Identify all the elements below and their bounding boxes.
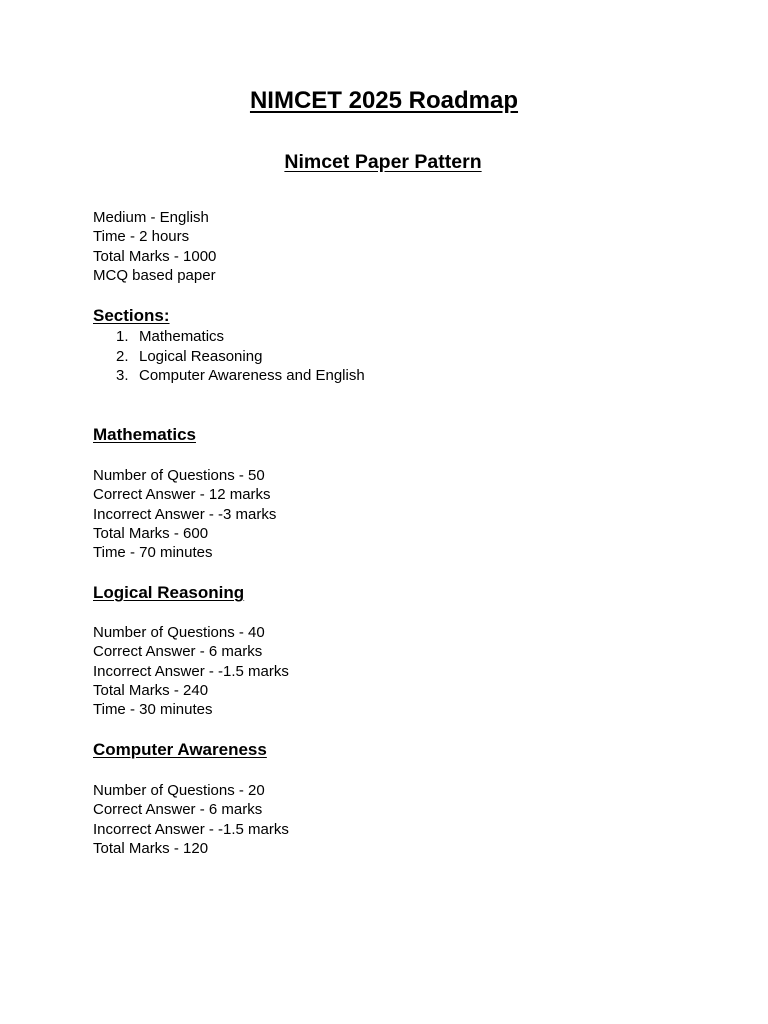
sections-heading: Sections:	[93, 306, 170, 325]
detail-line: Correct Answer - 12 marks	[93, 486, 271, 504]
logical-reasoning-block	[93, 623, 289, 719]
computer-awareness-block	[93, 781, 289, 858]
logical-reasoning-heading: Logical Reasoning	[93, 583, 245, 602]
overview-line: Time - 2 hours	[93, 228, 190, 246]
list-item-label: Computer Awareness and English	[139, 367, 365, 385]
document-title: NIMCET 2025 Roadmap	[249, 87, 519, 114]
detail-line: Total Marks - 240	[93, 681, 209, 699]
overview-line: Medium - English	[93, 209, 209, 226]
document-subtitle: Nimcet Paper Pattern	[284, 151, 482, 173]
detail-line: Incorrect Answer - -3 marks	[93, 505, 277, 523]
mathematics-heading: Mathematics	[93, 425, 196, 444]
detail-line: Incorrect Answer - -1.5 marks	[93, 662, 289, 680]
overview-block	[93, 208, 216, 285]
detail-line: Number of Questions - 20	[93, 782, 265, 799]
list-item-label: Mathematics	[139, 328, 225, 345]
detail-line: Time - 70 minutes	[93, 544, 213, 562]
computer-awareness-heading: Computer Awareness	[93, 740, 267, 759]
detail-line: Time - 30 minutes	[93, 701, 213, 719]
detail-line: Total Marks - 600	[93, 524, 209, 542]
detail-line: Correct Answer - 6 marks	[93, 801, 263, 819]
sections-list	[93, 327, 365, 386]
overview-line: MCQ based paper	[93, 266, 216, 284]
list-item-number: 2.	[116, 347, 129, 365]
detail-line: Total Marks - 120	[93, 839, 209, 857]
list-item-number: 1.	[116, 328, 129, 345]
detail-line: Number of Questions - 50	[93, 467, 265, 484]
detail-line: Number of Questions - 40	[93, 624, 265, 641]
list-item	[93, 327, 365, 347]
list-item-label: Logical Reasoning	[139, 347, 263, 365]
overview-line: Total Marks - 1000	[93, 247, 217, 265]
list-item	[93, 347, 365, 367]
list-item-number: 3.	[116, 367, 129, 385]
mathematics-block	[93, 466, 276, 562]
list-item	[93, 366, 365, 386]
detail-line: Incorrect Answer - -1.5 marks	[93, 820, 289, 838]
detail-line: Correct Answer - 6 marks	[93, 643, 263, 661]
